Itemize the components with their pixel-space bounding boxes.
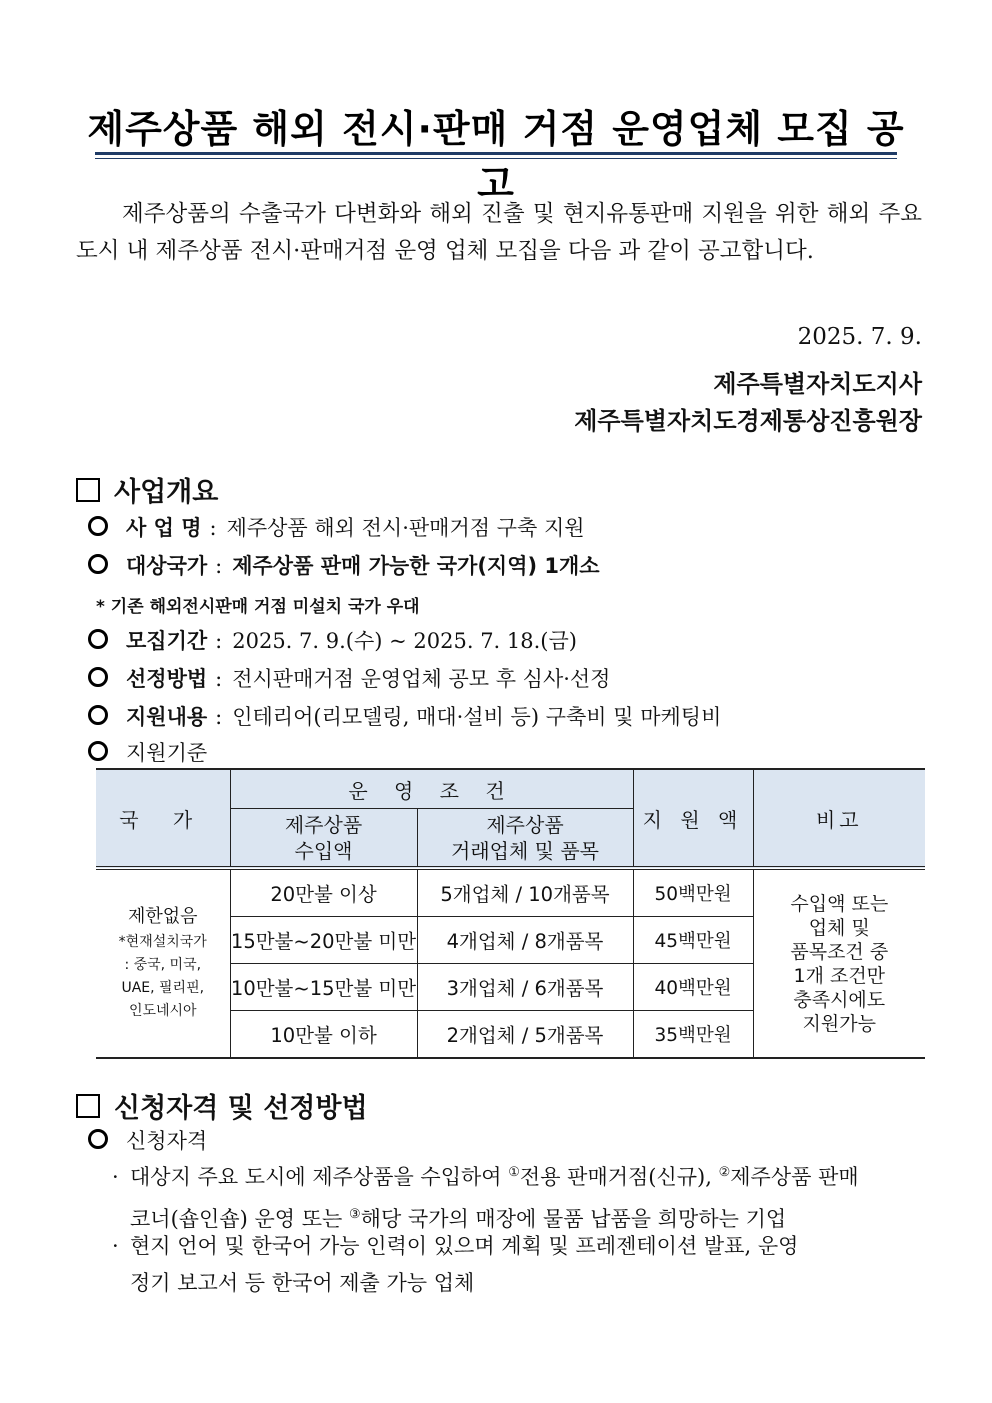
table-row — [96, 868, 925, 917]
item-label: 선정방법 — [126, 667, 208, 691]
circled-number: ③ — [349, 1207, 361, 1222]
bullet-text: 정기 보고서 등 한국어 제출 가능 업체 — [130, 1271, 475, 1295]
bullet-text: 현지 언어 및 한국어 가능 인력이 있으며 계획 및 프레젠테이션 발표, 운영 — [130, 1234, 799, 1258]
vendor-cell: 4개업체 / 8개품목 — [417, 917, 633, 964]
country-sub-2: : 중국, 미국, — [124, 956, 202, 973]
signature-governor: 제주특별자치도지사 — [713, 370, 922, 398]
import-cell: 15만불~20만불 미만 — [230, 917, 417, 964]
country-sub-1: *현재설치국가 — [118, 933, 207, 950]
bullet-text: 제주상품 판매 — [730, 1165, 859, 1189]
overview-note: * 기존 해외전시판매 거점 미설치 국가 우대 — [96, 597, 420, 617]
item-label: 모집기간 — [126, 629, 208, 653]
title-underline — [95, 152, 897, 155]
circle-bullet-icon — [88, 554, 108, 574]
section-heading-eligibility — [76, 1086, 368, 1125]
circle-bullet-icon — [88, 1129, 108, 1149]
circle-bullet-icon — [88, 705, 108, 725]
header-support-amount: 지 원 액 — [633, 769, 753, 868]
item-value: 2025. 7. 9.(수) ~ 2025. 7. 18.(금) — [232, 629, 577, 653]
eligibility-subheading — [88, 1125, 207, 1155]
item-value: 전시판매거점 운영업체 공모 후 심사·선정 — [232, 667, 611, 691]
eligibility-bullet-2 — [112, 1228, 924, 1302]
overview-item-target-country — [88, 550, 600, 580]
remark-line: 지원가능 — [802, 1012, 876, 1035]
support-cell: 40백만원 — [633, 964, 753, 1011]
import-cell: 10만불 이하 — [230, 1011, 417, 1059]
header-vendor-line2: 거래업체 및 품목 — [451, 838, 599, 863]
intro-line-1: 제주상품의 수출국가 다변화와 해외 진출 및 현지유통판매 지원을 — [122, 201, 767, 227]
country-sub-4: 인도네시아 — [128, 1002, 197, 1019]
header-import-line2: 수입액 — [294, 838, 353, 863]
overview-item-criteria — [88, 737, 207, 767]
item-value: 제주상품 판매 가능한 국가(지역) 1개소 — [232, 554, 600, 578]
item-separator: : — [215, 667, 223, 691]
header-operating-condition: 운 영 조 건 — [230, 769, 633, 809]
item-value: 제주상품 해외 전시·판매거점 구축 지원 — [226, 516, 585, 540]
item-separator: : — [215, 705, 223, 729]
overview-item-support — [88, 701, 721, 731]
item-separator: : — [215, 629, 223, 653]
header-remark: 비고 — [753, 769, 925, 868]
header-country: 국 가 — [96, 769, 230, 868]
header-import-amount — [230, 809, 417, 869]
checkbox-square-icon — [76, 478, 100, 502]
vendor-cell: 2개업체 / 5개품목 — [417, 1011, 633, 1059]
support-cell: 50백만원 — [633, 868, 753, 917]
announcement-date: 2025. 7. 9. — [797, 324, 922, 350]
item-label: 사 업 명 — [126, 516, 202, 540]
vendor-cell: 3개업체 / 6개품목 — [417, 964, 633, 1011]
remark-line: 업체 및 — [808, 916, 870, 939]
item-label: 대상국가 — [126, 554, 208, 578]
country-cell — [96, 868, 230, 1058]
remark-line: 충족시에도 — [793, 988, 886, 1011]
bullet-text: 코너(숍인숍) 운영 또는 — [130, 1207, 349, 1231]
circled-number: ① — [508, 1165, 520, 1180]
item-label: 신청자격 — [126, 1129, 208, 1153]
page-title: 제주상품 해외 전시·판매 거점 운영업체 모집 공고 — [87, 107, 905, 206]
signature-agency-head: 제주특별자치도경제통상진흥원장 — [574, 407, 922, 435]
header-import-line1: 제주상품 — [284, 812, 363, 837]
title-underline-thin — [95, 158, 897, 159]
item-label: 지원내용 — [126, 705, 208, 729]
eligibility-bullet-1 — [112, 1154, 924, 1238]
remark-line: 품목조건 중 — [790, 940, 889, 963]
support-criteria-table — [96, 768, 925, 1059]
vendor-cell: 5개업체 / 10개품목 — [417, 868, 633, 917]
import-cell: 20만불 이상 — [230, 868, 417, 917]
section-heading-text: 신청자격 및 선정방법 — [114, 1093, 368, 1124]
checkbox-square-icon — [76, 1094, 100, 1118]
circle-bullet-icon — [88, 516, 108, 536]
overview-item-selection — [88, 663, 610, 693]
intro-line-2: 위한 해외 주요 도시 내 제주상품 전시·판매거점 운영 업체 모집을 다음 — [76, 201, 923, 264]
remark-line: 수입액 또는 — [790, 892, 889, 915]
intro-paragraph — [76, 196, 922, 270]
support-cell: 35백만원 — [633, 1011, 753, 1059]
item-separator: : — [209, 516, 217, 540]
header-vendor-line1: 제주상품 — [486, 812, 564, 837]
bullet-dot: · — [112, 1234, 119, 1258]
header-vendor-items — [417, 809, 633, 869]
circle-bullet-icon — [88, 629, 108, 649]
intro-line-3: 과 같이 공고합니다. — [618, 238, 814, 264]
section-heading-overview — [76, 470, 218, 509]
country-main: 제한없음 — [127, 905, 198, 927]
circled-number: ② — [718, 1165, 731, 1180]
bullet-text: 전용 판매거점(신규), — [519, 1165, 719, 1189]
item-label: 지원기준 — [126, 741, 208, 765]
remark-cell — [753, 868, 925, 1058]
circle-bullet-icon — [88, 667, 108, 687]
overview-item-project-name — [88, 512, 585, 542]
overview-item-period — [88, 625, 577, 655]
circle-bullet-icon — [88, 741, 108, 761]
country-sub-3: UAE, 필리핀, — [121, 979, 205, 996]
remark-line: 1개 조건만 — [793, 964, 886, 987]
bullet-text: 해당 국가의 매장에 물품 납품을 희망하는 기업 — [360, 1207, 787, 1231]
import-cell: 10만불~15만불 미만 — [230, 964, 417, 1011]
item-separator: : — [215, 554, 223, 578]
bullet-text: 대상지 주요 도시에 제주상품을 수입하여 — [130, 1165, 509, 1189]
bullet-dot: · — [112, 1165, 119, 1189]
section-heading-text: 사업개요 — [114, 477, 219, 508]
item-value: 인테리어(리모델링, 매대·설비 등) 구축비 및 마케팅비 — [232, 705, 722, 729]
support-cell: 45백만원 — [633, 917, 753, 964]
